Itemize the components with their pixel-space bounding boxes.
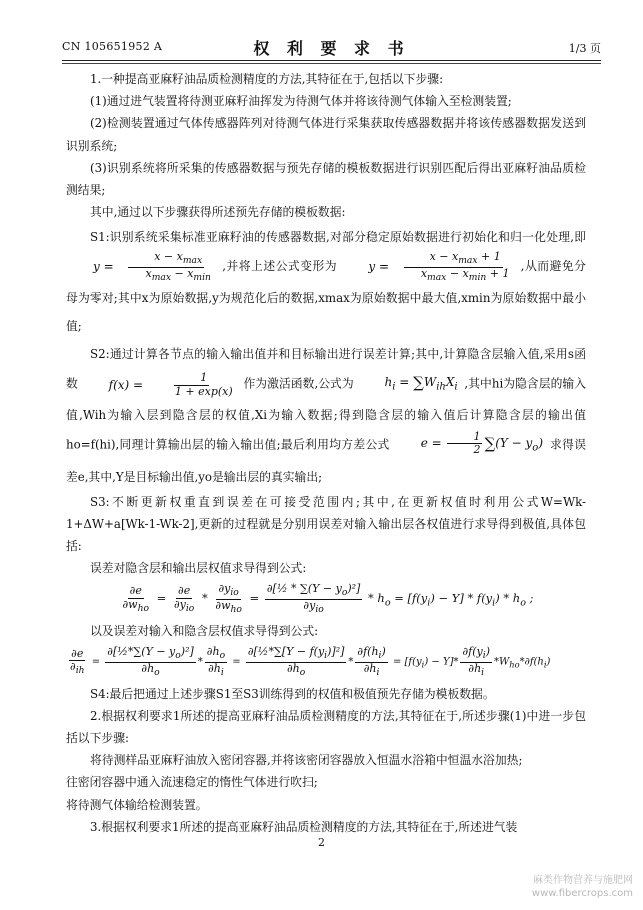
s1-text-c: ,从而避免分母为零对;其中x为原始数据,y为规范化后的数据,xmax为原始数据中最大值,xmin为原始数据中最小值; (66, 259, 586, 333)
s2-text-b: 作为激活函数,公式为 (243, 376, 354, 391)
sigmoid-formula: f(x) = $\frac{1}{1 + \exp(x)}$ (108, 370, 233, 398)
hidden-input-formula: $h_i = \sum W_{ih}X_i$ (384, 373, 458, 393)
s2-text-d: 求得误差e,其中,Y是目标输出值,yo是输出层的真实输出; (66, 437, 587, 484)
page-indicator: 1/3 页 (568, 42, 601, 55)
header-rule-thin (62, 63, 601, 64)
claims-body (66, 68, 586, 838)
watermark-line-2: www.fibercrops.com (531, 888, 633, 899)
publication-number: CN 105651952 A (62, 40, 163, 53)
step-s1 (66, 223, 586, 339)
mse-formula: e = $\frac{1}{2}$ $\sum(Y - y_o)$ (420, 429, 543, 457)
claim-2-step-c: 将待测气体输给检测装置。 (66, 797, 208, 812)
step-s4: S4:最后把通过上述步骤S1至S3训练得到的权值和极值预先存储为模板数据。 (90, 686, 495, 701)
normalization-formula: y = $\frac{x - x_{max}}{x_{max} - x_{min}}$ (93, 250, 211, 284)
claim-2-intro: 2.根据权利要求1所述的提高亚麻籽油品质检测精度的方法,其特征在于,所述步骤(1)中进一步包括以下步骤: (66, 708, 586, 746)
derivative-formula-1: $\frac{\partial e}{\partial w_{ho}}$ = $\frac{\partial e}{\partial y_{io}}$ * $\frac{\partial y_{io}}{\partial w_{ho}}$ = $\frac{\partial[\frac{1}{2} * \sum(Y - y_o)^2]}{\partial y_{io}}$ * $h_o = [f(y_i) - Y] * f(y_i) * h_o$ ; (122, 582, 534, 616)
page-header (62, 36, 601, 58)
step-2: (2)检测装置通过气体传感器阵列对待测气体进行采集获取传感器数据并将该传感器数据发送到识别系统; (66, 116, 586, 153)
s2-text-c: ,其中hi为隐含层的输入值,Wih为输入层到隐含层的权值,Xi为输入数据;得到隐含层的输入值后计算隐含层的输出值ho=f(hi),同理计算输出层的输入输出值;最后利用均方差公式 (66, 376, 587, 452)
template-intro: 其中,通过以下步骤获得所述预先存储的模板数据: (90, 205, 346, 220)
claim-2-step-b: 往密闭容器中通入流速稳定的惰性气体进行吹扫; (66, 775, 318, 790)
step-1: (1)通过进气装置将待测亚麻籽油挥发为待测气体并将该待测气体输入至检测装置; (90, 94, 512, 109)
claim-2-step-a: 将待测样品亚麻籽油放入密闭容器,并将该密闭容器放入恒温水浴箱中恒温水浴加热; (90, 753, 523, 768)
claim-1-intro: 1.一种提高亚麻籽油品质检测精度的方法,其特征在于,包括以下步骤: (90, 72, 444, 86)
derivative-1-intro: 误差对隐含层和输出层权值求导得到公式: (90, 561, 307, 576)
step-s2 (66, 340, 586, 491)
step-3: (3)识别系统将所采集的传感器数据与预先存储的模板数据进行识别匹配后得出亚麻籽油品质检测结果; (66, 160, 586, 198)
s1-text-a: S1:识别系统采集标准亚麻籽油的传感器数据,对部分稳定原始数据进行初始化和归一化处理,即 (90, 230, 586, 245)
s2-text-a: S2:通过计算各节点的输入输出值并和目标输出进行误差计算;其中,计算隐含层输入值,采用s函数 (66, 346, 586, 391)
normalization-formula-modified: y = $\frac{x - x_{max} + 1}{x_{max} - x_{min} + 1}$ (368, 250, 510, 284)
claim-3-intro: 3.根据权利要求1所述的提高亚麻籽油品质检测精度的方法,其特征在于,所述进气装 (90, 819, 518, 834)
step-s3: S3:不断更新权重直到误差在可接受范围内;其中,在更新权值时利用公式W=Wk-1+ΔW+a[Wk-1-Wk-2],更新的过程就是分别用误差对输入输出层各权值进行求导得到极值,具体包括: (66, 494, 586, 554)
page-number: 2 (318, 836, 325, 849)
derivative-formula-2: $\frac{\partial e}{\partial_{ih}}$ = $\frac{\partial[\frac{1}{2}*\sum(Y - y_o)^2]}{\partial h_o}$ * $\frac{\partial h_o}{\partial h_i}$ = $\frac{\partial[\frac{1}{2}*\sum[Y - f(y_i)]^2]}{\partial h_o}$ * $\frac{\partial f(h_i)}{\partial h_i}$ = $[f(y_i) - Y]*$ $\frac{\partial f(y_i)}{\partial h_i}$ $*W_{ho}*\partial f(h_i)$ (70, 645, 551, 679)
header-rule (62, 60, 601, 61)
document-title: 权 利 要 求 书 (253, 39, 410, 58)
s1-text-b: ,并将上述公式变形为 (222, 259, 338, 274)
watermark-line-1: 麻类作物营养与施肥网 (533, 875, 633, 886)
watermark (532, 874, 633, 900)
derivative-2-intro: 以及误差对输入和隐含层权值求导得到公式: (90, 623, 319, 638)
